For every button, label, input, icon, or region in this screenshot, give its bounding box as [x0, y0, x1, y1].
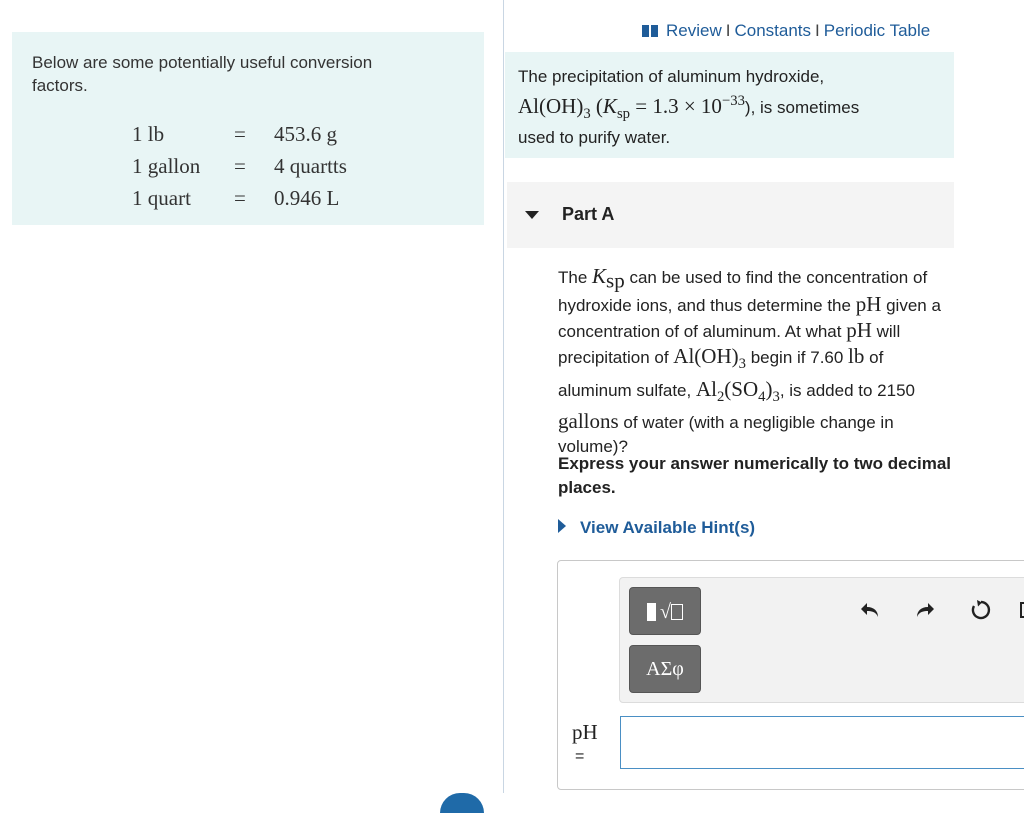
question-text: The $K_{sp}$ can be used to find the concentration of hydroxide ions, and thus determine the pH given a concentration of of aluminum. At what pH will precipitation of $Al(OH)_3$ begin if 7.60 lb of aluminum sulfate, $Al_2(SO_4)_3$, is added to 2150 gallons of water (with a negligible change in volume)? [558, 264, 941, 456]
conversion-equals: = [234, 121, 246, 146]
templates-button[interactable] [629, 587, 701, 635]
collapse-triangle-icon[interactable] [525, 211, 539, 219]
review-link[interactable]: Review [666, 21, 722, 40]
conversion-rhs: 0.946 L [274, 185, 340, 210]
link-separator: I [815, 21, 820, 40]
conversion-lhs: 1 gallon [132, 153, 201, 178]
book-icon [642, 25, 658, 37]
formula-aloh3: $Al(OH)_3$ ($K_{sp} = 1.3 \times 10^{-33}$ [518, 93, 745, 123]
undo-icon[interactable] [858, 598, 882, 622]
help-bubble[interactable] [440, 793, 484, 813]
reset-icon[interactable] [969, 598, 993, 622]
view-hints-link[interactable] [558, 518, 755, 538]
conversion-intro: Below are some potentially useful conversion factors. [32, 53, 373, 95]
conversion-table [132, 118, 347, 214]
keyboard-icon[interactable] [1020, 598, 1024, 622]
part-a-header[interactable] [507, 182, 954, 248]
constants-link[interactable]: Constants [734, 21, 812, 40]
answer-instruction: Express your answer numerically to two decimal places. [558, 454, 952, 497]
math-toolbar [619, 577, 1024, 703]
conversion-lhs: 1 quart [132, 185, 191, 210]
link-separator: I [725, 21, 731, 40]
resource-links [642, 21, 930, 41]
answer-label: pH [572, 720, 598, 744]
conversion-rhs: 453.6 g [274, 121, 337, 146]
block-icon [647, 603, 656, 621]
redo-icon[interactable] [913, 598, 937, 622]
conversion-lhs: 1 lb [132, 121, 165, 146]
intro-text-2: used to purify water. [518, 128, 671, 148]
periodic-table-link[interactable]: Periodic Table [823, 21, 931, 40]
sqrt-icon: √ [660, 601, 671, 624]
intro-text-close: ), is sometimes [744, 98, 860, 117]
table-row [132, 182, 347, 214]
table-row [132, 150, 347, 182]
conversion-equals: = [234, 153, 246, 178]
panel-divider [503, 0, 504, 793]
expand-triangle-icon [558, 519, 566, 533]
answer-input[interactable] [620, 716, 1024, 769]
intro-text-1: The precipitation of aluminum hydroxide, [518, 67, 825, 86]
problem-intro-box [505, 52, 954, 158]
problem-intro [518, 65, 938, 150]
symbols-button[interactable]: ΑΣφ [629, 645, 701, 693]
table-row [132, 118, 347, 150]
part-title: Part A [562, 204, 615, 224]
conversion-equals: = [234, 185, 246, 210]
hint-link-label: View Available Hint(s) [580, 518, 756, 537]
conversion-factors-panel [12, 32, 484, 225]
conversion-rhs: 4 quartts [274, 153, 347, 178]
box-icon [671, 604, 683, 620]
answer-equals: = [575, 748, 585, 765]
